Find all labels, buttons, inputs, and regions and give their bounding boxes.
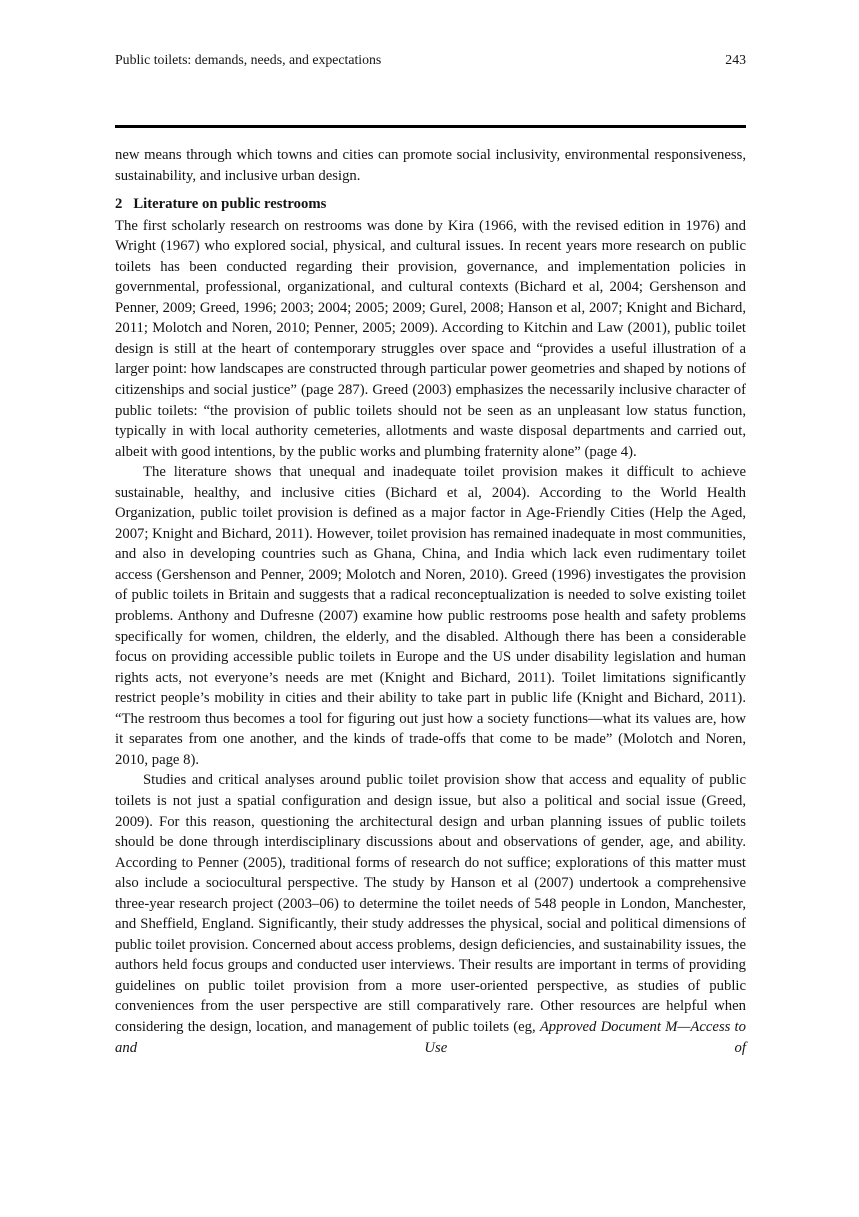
header-rule	[115, 125, 746, 128]
page-header	[115, 52, 746, 68]
page-body	[115, 145, 746, 1058]
section-number: 2	[115, 196, 123, 213]
document-title-reference: Approved Document M—Access to and Use of	[115, 1018, 746, 1056]
paragraph-literature-1: The first scholarly research on restrooms was done by Kira (1966, with the revised edition in 1976) and Wright (1967) who explored social, physical, and cultural issues. In recent years more research on public toilets has been conducted regarding their provision, governance, and implementation policies in governmental, professional, organizational, and cultural contexts (Bichard et al, 2004; Gershenson and Penner, 2009; Greed, 1996; 2003; 2004; 2005; 2009; Gurel, 2008; Hanson et al, 2007; Knight and Bichard, 2011; Molotch and Noren, 2010; Penner, 2005; 2009). According to Kitchin and Law (2001), public toilet design is still at the heart of contemporary struggles over space and “provides a useful illustration of a larger point: how landscapes are constructed through particular power geometries and shaped by notions of citizenships and social justice” (page 287). Greed (2003) emphasizes the necessarily inclusive character of public toilets: “the provision of public toilets should not be seen as an unpleasant low status function, typically in with local authority cemeteries, allotments and waste disposal departments and carried out, albeit with good intentions, by the public works and plumbing fraternity alone” (page 4).	[115, 217, 746, 460]
section-title: Literature on public restrooms	[133, 196, 327, 213]
paragraph-continuation: new means through which towns and cities can promote social inclusivity, environmental responsiveness, sustainability, and inclusive urban design.	[115, 147, 746, 184]
section-heading	[115, 194, 746, 215]
paragraph-text: Studies and critical analyses around public toilet provision show that access and equality of public toilets is not just a spatial configuration and design issue, but also a political and social issue (Greed, 2009). For this reason, questioning the architectural design and urban planning issues of public toilets should be done through interdisciplinary discussions about and observations of gender, age, and ability. According to Penner (2005), traditional forms of research do not suffice; explorations of this matter must also include a sociocultural perspective. The study by Hanson et al (2007) undertook a comprehensive three-year research project (2003–06) to determine the toilet needs of 548 people in London, Manchester, and Sheffield, England. Significantly, their study addresses the physical, social and political dimensions of public toilet provision. Concerned about access problems, design deficiencies, and sustainability issues, the authors held focus groups and conducted user interviews. Their results are important in terms of providing guidelines on public toilet provision from a more user-oriented perspective, as studies of public conveniences from the user perspective are still comparatively rare. Other resources are helpful when considering the design, location, and management of public toilets (eg,	[115, 772, 746, 1035]
page-number: 243	[725, 52, 746, 67]
paragraph-literature-3	[115, 770, 746, 1058]
running-title: Public toilets: demands, needs, and expectations	[115, 52, 382, 67]
paragraph-literature-2: The literature shows that unequal and inadequate toilet provision makes it difficult to achieve sustainable, healthy, and inclusive cities (Bichard et al, 2004). According to the World Health Organization, public toilet provision is defined as a major factor in Age-Friendly Cities (Help the Aged, 2007; Knight and Bichard, 2011). However, toilet provision has remained inadequate in most communities, and also in developing countries such as Ghana, China, and India which lack even rudimentary toilet access (Gershenson and Penner, 2009; Molotch and Noren, 2010). Greed (1996) investigates the provision of public toilets in Britain and suggests that a radical reconceptualization is needed to solve existing toilet problems. Anthony and Dufresne (2007) examine how public restrooms pose health and safety problems specifically for women, children, the elderly, and the disabled. Although there has been a considerable focus on providing accessible public toilets in Europe and the US under disability legislation and human rights acts, not everyone’s needs are met (Knight and Bichard, 2011). Toilet limitations significantly restrict people’s mobility in cities and their ability to take part in public life (Knight and Bichard, 2011). “The restroom thus becomes a tool for figuring out just how a society functions—what its values are, how it separates from one another, and the kinds of trade-offs that come to be made” (Molotch and Noren, 2010, page 8).	[115, 464, 746, 768]
